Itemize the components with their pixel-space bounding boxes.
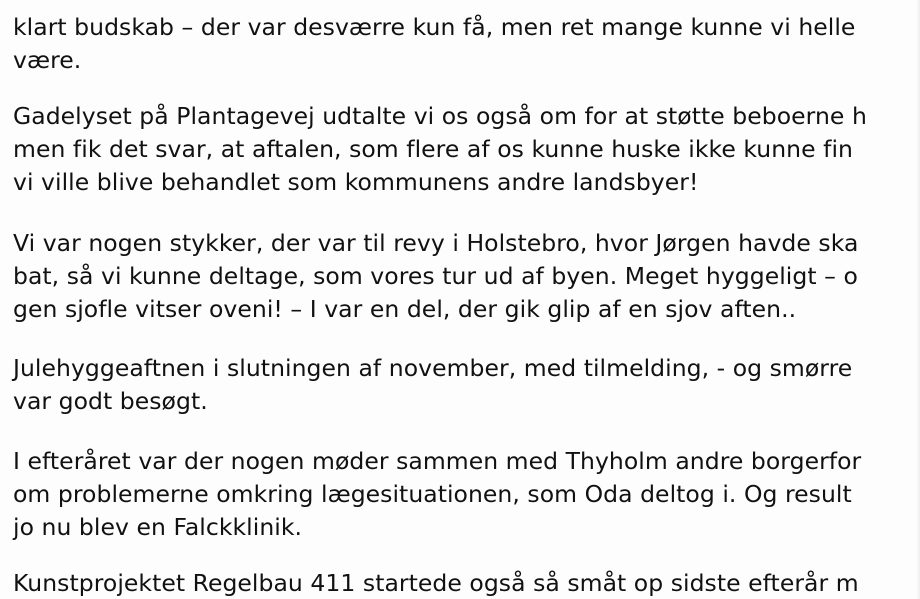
paragraph-laegesituation — [13, 445, 861, 544]
paragraph-revy — [13, 227, 858, 326]
text-line: om problemerne omkring lægesituationen, som Oda deltog i. Og result — [13, 480, 852, 508]
scan-edge-shadow — [916, 0, 920, 599]
text-line: bat, så vi kunne deltage, som vores tur ud af byen. Meget hyggeligt – o — [13, 262, 858, 290]
text-line: Kunstprojektet Regelbau 411 startede også så småt op sidste efterår m — [13, 569, 859, 597]
text-line: men fik det svar, at aftalen, som flere af os kunne huske ikke kunne fin — [13, 135, 853, 163]
text-line: jo nu blev en Falckklinik. — [13, 513, 303, 541]
paragraph-julehygge — [13, 352, 852, 418]
text-line: Julehyggeaftnen i slutningen af november, med tilmelding, - og smørre — [13, 354, 853, 382]
text-line: I efteråret var der nogen møder sammen med Thyholm andre borgerfor — [13, 447, 862, 475]
text-line: Gadelyset på Plantagevej udtalte vi os også om for at støtte beboerne h — [13, 102, 867, 130]
text-line: være. — [13, 46, 82, 74]
paragraph-gadelyset — [13, 100, 867, 199]
text-line: Vi var nogen stykker, der var til revy i Holstebro, hvor Jørgen havde ska — [13, 229, 859, 257]
text-line: klart budskab – der var desværre kun få, men ret mange kunne vi helle — [13, 13, 856, 41]
paragraph-kunstprojekt — [13, 567, 859, 599]
text-line: gen sjofle vitser oveni! – I var en del, der gik glip af en sjov aften.. — [13, 295, 797, 323]
text-line: vi ville blive behandlet som kommunens andre landsbyer! — [13, 168, 699, 196]
paragraph-budskab — [13, 11, 855, 77]
text-line: var godt besøgt. — [13, 387, 208, 415]
